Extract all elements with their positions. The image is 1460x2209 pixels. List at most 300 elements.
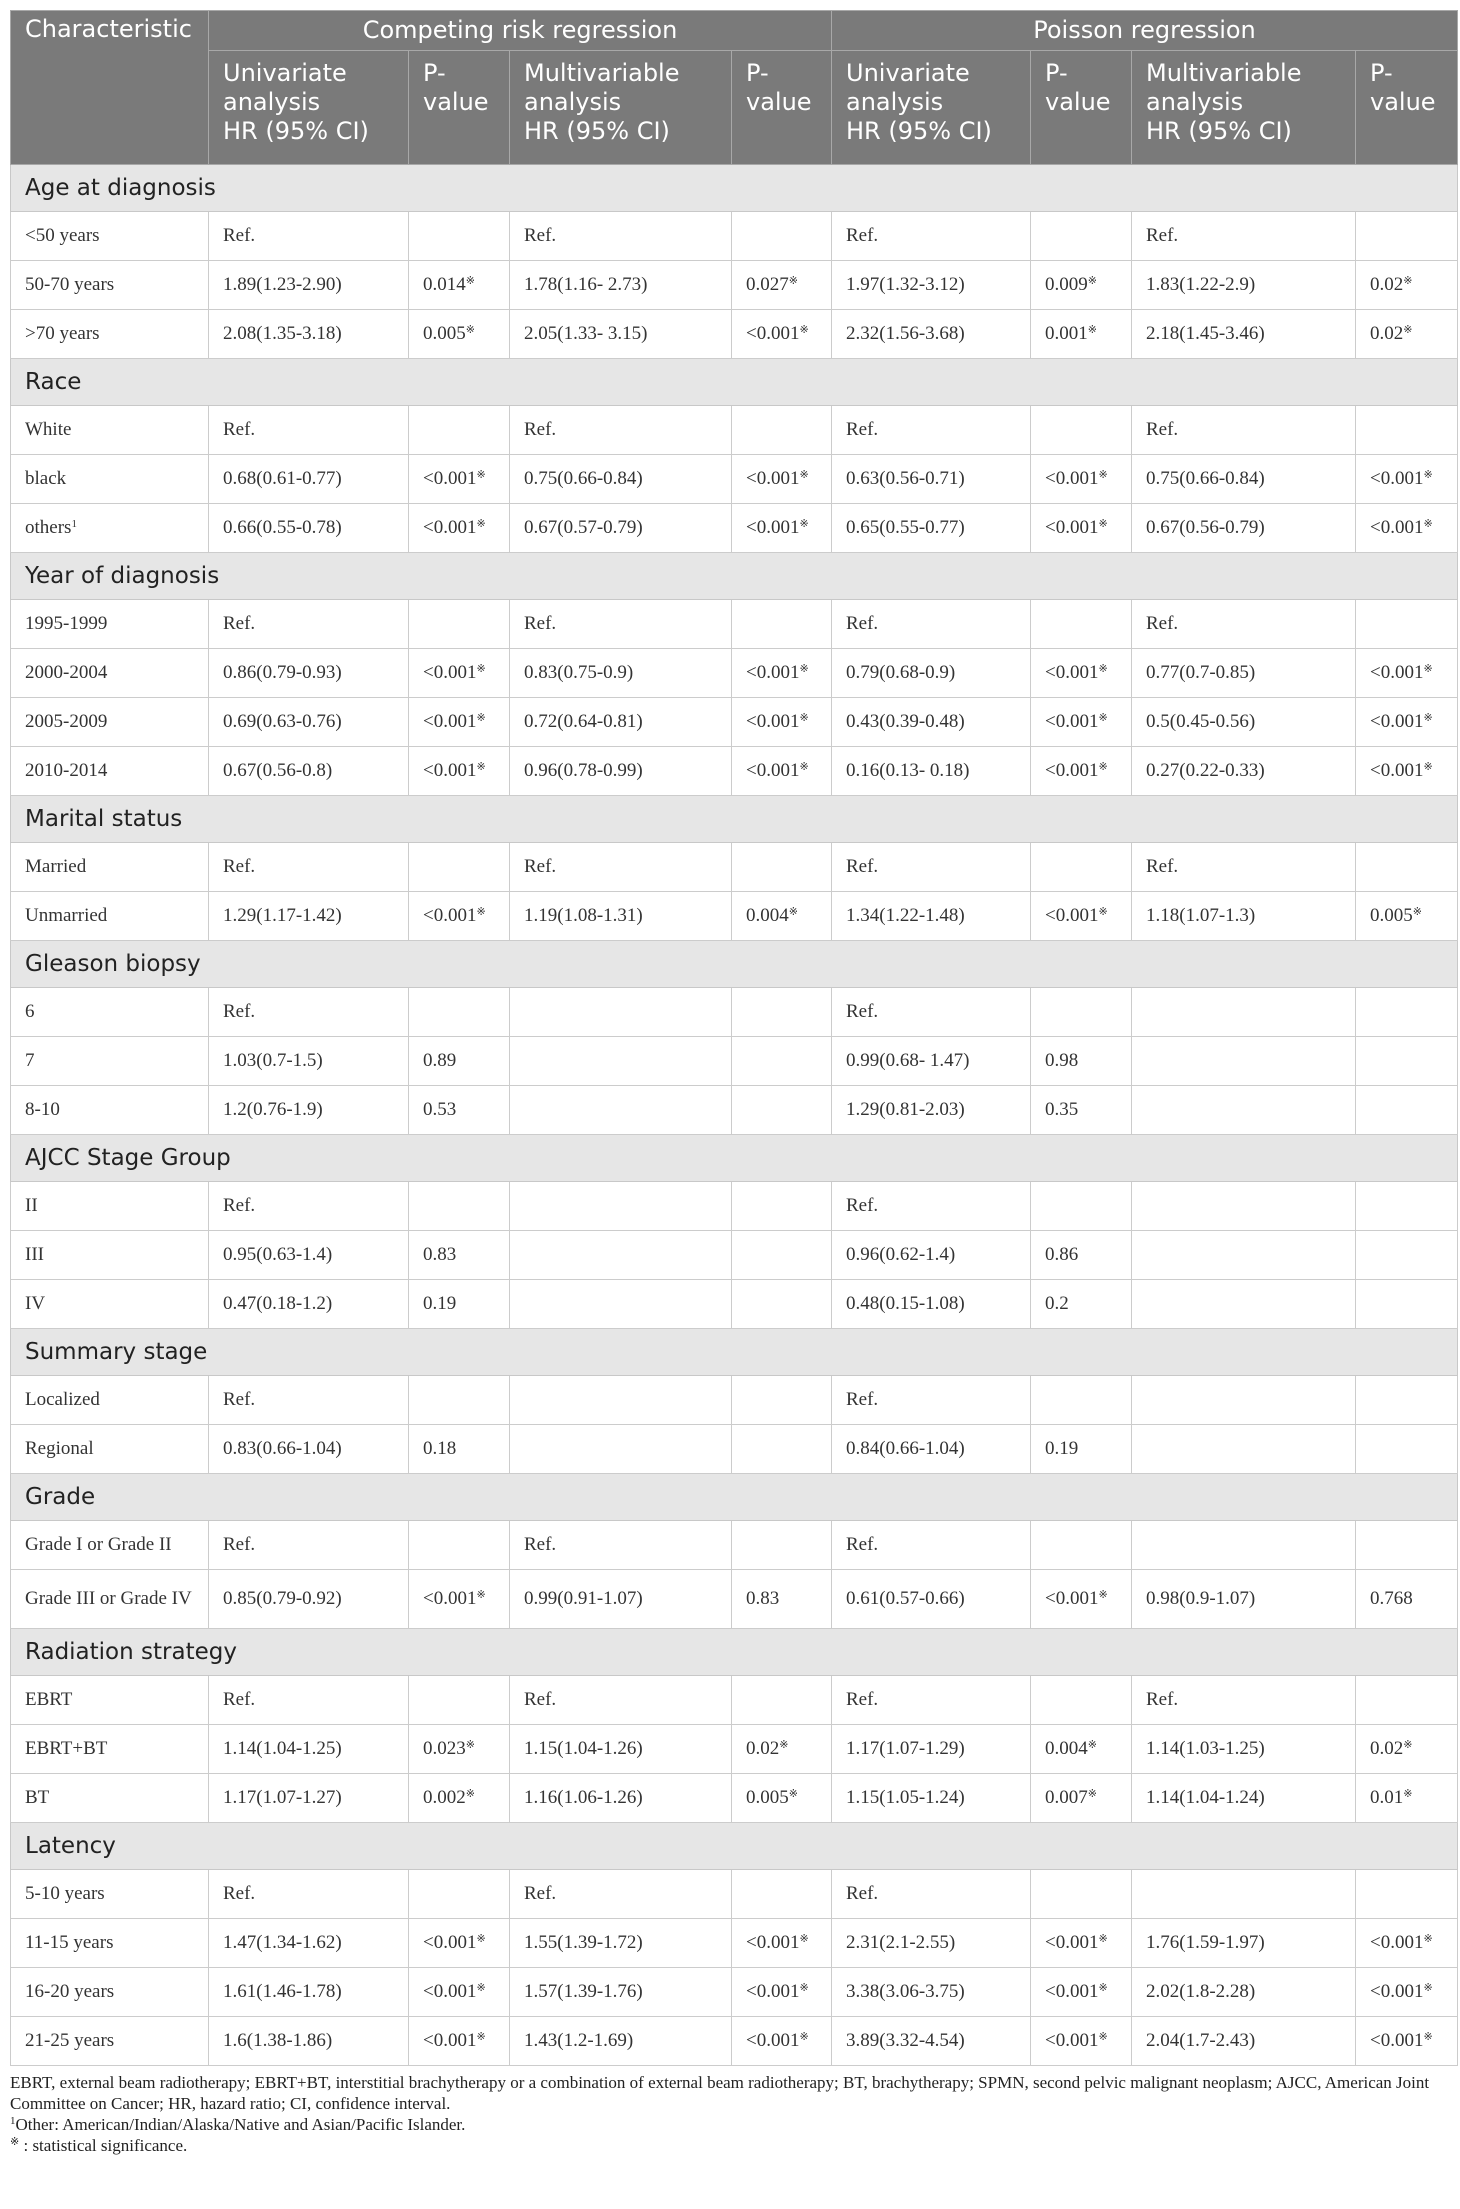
footnote-others <box>10 2114 1457 2135</box>
hr-cell <box>1132 649 1356 698</box>
cell-value: Ref. <box>524 225 557 246</box>
p-value-cell <box>409 455 510 504</box>
hr-cell <box>510 2017 732 2066</box>
subheader-7 <box>1356 51 1458 165</box>
hr-cell <box>1132 843 1356 892</box>
p-value-cell <box>1356 1570 1458 1629</box>
cell-value: Ref. <box>223 419 256 440</box>
cell-value: 1.6(1.38-1.86) <box>223 2030 333 2051</box>
hr-cell <box>510 698 732 747</box>
significance-marker: ※ <box>476 663 486 675</box>
p-value-cell <box>732 455 832 504</box>
hr-cell <box>209 212 409 261</box>
significance-marker: ※ <box>1098 663 1108 675</box>
cell-value: <0.001 <box>1370 1932 1424 1953</box>
subheader-line: Univariate <box>223 59 347 87</box>
significance-marker: ※ <box>1403 324 1413 336</box>
subheader-line: value <box>746 88 812 116</box>
hr-cell <box>832 1774 1031 1823</box>
cell-value: 0.43(0.39-0.48) <box>846 711 965 732</box>
significance-marker: ※ <box>476 906 486 918</box>
hr-cell <box>510 1774 732 1823</box>
p-value-cell <box>732 1231 832 1280</box>
significance-marker: ※ <box>1098 469 1108 481</box>
cell-value: 0.014 <box>423 274 466 295</box>
subheader-line: HR (95% CI) <box>846 117 992 145</box>
cell-value: Ref. <box>524 613 557 634</box>
p-value-cell <box>1031 406 1132 455</box>
p-value-cell <box>409 504 510 553</box>
significance-marker: ※ <box>1403 275 1413 287</box>
subheader-line: HR (95% CI) <box>1146 117 1292 145</box>
cell-value: 1.15(1.04-1.26) <box>524 1738 643 1759</box>
table-row <box>11 1280 1458 1329</box>
p-value-cell <box>409 2017 510 2066</box>
hr-cell <box>832 261 1031 310</box>
significance-marker: ※ <box>1423 518 1433 530</box>
footnote-abbreviations: EBRT, external beam radiotherapy; EBRT+BT, interstitial brachytherapy or a combination of external beam radiotherapy; BT, brachytherapy; SPMN, second pelvic malignant neoplasm; AJCC, American Joint Committee on Cancer; HR, hazard ratio; CI, confidence interval. <box>10 2073 1430 2113</box>
hr-cell <box>1132 1376 1356 1425</box>
category-row <box>11 1135 1458 1182</box>
cell-value: Ref. <box>223 1001 256 1022</box>
table-header <box>11 11 1458 165</box>
significance-marker: ※ <box>799 469 809 481</box>
p-value-cell <box>1356 406 1458 455</box>
cell-value: <0.001 <box>423 468 477 489</box>
significance-marker: ※ <box>1098 1933 1108 1945</box>
hr-cell <box>510 1676 732 1725</box>
hr-cell <box>832 843 1031 892</box>
category-row <box>11 1329 1458 1376</box>
hr-cell <box>510 843 732 892</box>
hr-cell <box>1132 1037 1356 1086</box>
cell-value: 0.75(0.66-0.84) <box>1146 468 1265 489</box>
cell-value: 0.02 <box>746 1738 780 1759</box>
regression-table <box>10 10 1458 2066</box>
row-label <box>11 1676 209 1725</box>
cell-value: <0.001 <box>1370 517 1424 538</box>
p-value-cell <box>732 1919 832 1968</box>
hr-cell <box>1132 1231 1356 1280</box>
p-value-cell <box>1031 261 1132 310</box>
category-row <box>11 941 1458 988</box>
p-value-cell <box>409 1086 510 1135</box>
hr-cell <box>1132 2017 1356 2066</box>
cell-value: <0.001 <box>423 662 477 683</box>
table-row <box>11 1774 1458 1823</box>
table-row <box>11 406 1458 455</box>
p-value-cell <box>409 1968 510 2017</box>
p-value-cell <box>1031 1774 1132 1823</box>
p-value-cell <box>732 406 832 455</box>
cell-value: <0.001 <box>1370 760 1424 781</box>
hr-cell <box>832 1968 1031 2017</box>
hr-cell <box>832 600 1031 649</box>
hr-cell <box>209 2017 409 2066</box>
cell-value: <0.001 <box>746 1932 800 1953</box>
subheader-line: P- <box>423 59 446 87</box>
footnote-significance-text: : statistical significance. <box>19 2136 188 2155</box>
cell-value: 0.005 <box>1370 905 1413 926</box>
p-value-cell <box>732 698 832 747</box>
subheader-line: analysis <box>223 88 321 116</box>
p-value-cell <box>1356 1725 1458 1774</box>
row-label <box>11 1919 209 1968</box>
p-value-cell <box>1356 988 1458 1037</box>
p-value-cell <box>1031 1231 1132 1280</box>
category-row <box>11 165 1458 212</box>
p-value-cell <box>1356 747 1458 796</box>
cell-value: <0.001 <box>1045 711 1099 732</box>
p-value-cell <box>409 698 510 747</box>
significance-marker: ※ <box>476 2031 486 2043</box>
hr-cell <box>209 1280 409 1329</box>
p-value-cell <box>1356 1182 1458 1231</box>
hr-cell <box>832 1521 1031 1570</box>
hr-cell <box>832 1870 1031 1919</box>
table-row <box>11 261 1458 310</box>
cell-value: 0.77(0.7-0.85) <box>1146 662 1256 683</box>
significance-marker: ※ <box>1087 324 1097 336</box>
cell-value: <0.001 <box>746 323 800 344</box>
subheader-3 <box>732 51 832 165</box>
hr-cell <box>209 504 409 553</box>
subheader-line: P- <box>746 59 769 87</box>
subheader-line: value <box>423 88 489 116</box>
table-row <box>11 649 1458 698</box>
cell-value: 0.95(0.63-1.4) <box>223 1244 333 1265</box>
hr-cell <box>1132 698 1356 747</box>
row-label-text: 7 <box>25 1050 35 1071</box>
hr-cell <box>1132 1968 1356 2017</box>
cell-value: 1.97(1.32-3.12) <box>846 274 965 295</box>
hr-cell <box>510 649 732 698</box>
subheader-line: Multivariable <box>1146 59 1302 87</box>
hr-cell <box>510 455 732 504</box>
cell-value: 0.67(0.56-0.79) <box>1146 517 1265 538</box>
hr-cell <box>510 747 732 796</box>
p-value-cell <box>732 1376 832 1425</box>
category-row <box>11 796 1458 843</box>
cell-value: 0.99(0.91-1.07) <box>524 1588 643 1609</box>
hr-cell <box>209 698 409 747</box>
hr-cell <box>510 1919 732 1968</box>
cell-value: <0.001 <box>1045 905 1099 926</box>
row-label-text: Married <box>25 856 87 877</box>
subheader-5 <box>1031 51 1132 165</box>
cell-value: 0.83 <box>423 1244 457 1265</box>
p-value-cell <box>1356 1037 1458 1086</box>
hr-cell <box>1132 1521 1356 1570</box>
p-value-cell <box>1031 1725 1132 1774</box>
subheader-line: HR (95% CI) <box>524 117 670 145</box>
table-row <box>11 1086 1458 1135</box>
hr-cell <box>1132 261 1356 310</box>
cell-value: 0.53 <box>423 1099 457 1120</box>
cell-value: 0.96(0.62-1.4) <box>846 1244 956 1265</box>
p-value-cell <box>1031 1280 1132 1329</box>
hr-cell <box>510 261 732 310</box>
row-label-text: Regional <box>25 1438 94 1459</box>
p-value-cell <box>732 843 832 892</box>
significance-marker: ※ <box>1423 1933 1433 1945</box>
cell-value: 2.04(1.7-2.43) <box>1146 2030 1256 2051</box>
p-value-cell <box>1031 1425 1132 1474</box>
footnote-others-text: Other: American/Indian/Alaska/Native and Asian/Pacific Islander. <box>15 2115 466 2134</box>
p-value-cell <box>1356 1231 1458 1280</box>
cell-value: 0.004 <box>1045 1738 1088 1759</box>
row-label-text: black <box>25 468 67 489</box>
cell-value: 2.08(1.35-3.18) <box>223 323 342 344</box>
significance-marker: ※ <box>1423 1982 1433 1994</box>
cell-value: Ref. <box>846 1689 879 1710</box>
hr-cell <box>510 600 732 649</box>
p-value-cell <box>1031 698 1132 747</box>
p-value-cell <box>1031 600 1132 649</box>
cell-value: 0.02 <box>1370 323 1404 344</box>
significance-marker: ※ <box>788 906 798 918</box>
hr-cell <box>832 2017 1031 2066</box>
cell-value: 0.02 <box>1370 1738 1404 1759</box>
header-poisson: Poisson regression <box>832 11 1458 51</box>
cell-value: 0.83(0.75-0.9) <box>524 662 634 683</box>
significance-marker: ※ <box>476 518 486 530</box>
row-label <box>11 1870 209 1919</box>
cell-value: <0.001 <box>1370 711 1424 732</box>
row-label-text: 11-15 years <box>25 1932 114 1953</box>
table-row <box>11 747 1458 796</box>
p-value-cell <box>1356 1425 1458 1474</box>
significance-marker: ※ <box>788 1788 798 1800</box>
cell-value: Ref. <box>524 1883 557 1904</box>
p-value-cell <box>1031 649 1132 698</box>
hr-cell <box>832 988 1031 1037</box>
table-row <box>11 212 1458 261</box>
row-label-text: 2000-2004 <box>25 662 108 683</box>
cell-value: 0.007 <box>1045 1787 1088 1808</box>
cell-value: Ref. <box>223 225 256 246</box>
hr-cell <box>510 1521 732 1570</box>
hr-cell <box>209 988 409 1037</box>
hr-cell <box>209 406 409 455</box>
cell-value: 0.83 <box>746 1588 780 1609</box>
cell-value: 0.768 <box>1370 1588 1413 1609</box>
significance-marker: ※ <box>1423 663 1433 675</box>
significance-marker: ※ <box>1098 761 1108 773</box>
row-label <box>11 1280 209 1329</box>
significance-marker: ※ <box>1087 1739 1097 1751</box>
hr-cell <box>832 212 1031 261</box>
cell-value: 0.98(0.9-1.07) <box>1146 1588 1256 1609</box>
cell-value: 0.84(0.66-1.04) <box>846 1438 965 1459</box>
row-label <box>11 455 209 504</box>
cell-value: <0.001 <box>423 1588 477 1609</box>
subheader-2 <box>510 51 732 165</box>
hr-cell <box>510 406 732 455</box>
cell-value: <0.001 <box>746 662 800 683</box>
cell-value: 1.14(1.03-1.25) <box>1146 1738 1265 1759</box>
cell-value: 0.61(0.57-0.66) <box>846 1588 965 1609</box>
hr-cell <box>1132 1676 1356 1725</box>
hr-cell <box>510 1086 732 1135</box>
hr-cell <box>209 1425 409 1474</box>
hr-cell <box>209 892 409 941</box>
row-label-text: 8-10 <box>25 1099 60 1120</box>
p-value-cell <box>1031 892 1132 941</box>
significance-marker: ※ <box>476 1589 486 1601</box>
significance-marker: ※ <box>10 2136 20 2148</box>
cell-value: 1.18(1.07-1.3) <box>1146 905 1256 926</box>
row-label-text: Grade III or Grade IV <box>25 1588 192 1609</box>
cell-value: Ref. <box>846 225 879 246</box>
p-value-cell <box>732 261 832 310</box>
significance-marker: ※ <box>476 1933 486 1945</box>
p-value-cell <box>409 1919 510 1968</box>
footnote-marker: 1 <box>10 2115 16 2127</box>
p-value-cell <box>1356 1968 1458 2017</box>
p-value-cell <box>1031 1037 1132 1086</box>
significance-marker: ※ <box>1098 906 1108 918</box>
subheader-1 <box>409 51 510 165</box>
cell-value: 1.76(1.59-1.97) <box>1146 1932 1265 1953</box>
hr-cell <box>510 1870 732 1919</box>
p-value-cell <box>732 1774 832 1823</box>
cell-value: 1.29(0.81-2.03) <box>846 1099 965 1120</box>
significance-marker: ※ <box>799 663 809 675</box>
p-value-cell <box>732 310 832 359</box>
cell-value: <0.001 <box>746 2030 800 2051</box>
p-value-cell <box>732 1870 832 1919</box>
hr-cell <box>510 1231 732 1280</box>
cell-value: Ref. <box>223 1689 256 1710</box>
p-value-cell <box>1031 212 1132 261</box>
p-value-cell <box>409 1521 510 1570</box>
p-value-cell <box>1356 698 1458 747</box>
significance-marker: ※ <box>465 1739 475 1751</box>
category-row <box>11 1629 1458 1676</box>
p-value-cell <box>409 1570 510 1629</box>
p-value-cell <box>1356 455 1458 504</box>
hr-cell <box>832 1182 1031 1231</box>
cell-value: Ref. <box>1146 419 1179 440</box>
cell-value: Ref. <box>1146 856 1179 877</box>
p-value-cell <box>732 504 832 553</box>
hr-cell <box>209 1676 409 1725</box>
cell-value: Ref. <box>223 856 256 877</box>
p-value-cell <box>1356 1919 1458 1968</box>
p-value-cell <box>732 1182 832 1231</box>
hr-cell <box>1132 600 1356 649</box>
cell-value: 1.47(1.34-1.62) <box>223 1932 342 1953</box>
category-title: Latency <box>11 1823 1458 1870</box>
cell-value: 0.63(0.56-0.71) <box>846 468 965 489</box>
category-title: Marital status <box>11 796 1458 843</box>
cell-value: <0.001 <box>1045 1588 1099 1609</box>
p-value-cell <box>1356 1774 1458 1823</box>
table-row <box>11 1676 1458 1725</box>
hr-cell <box>1132 988 1356 1037</box>
cell-value: Ref. <box>1146 225 1179 246</box>
subheader-line: analysis <box>524 88 622 116</box>
hr-cell <box>1132 892 1356 941</box>
cell-value: Ref. <box>223 1389 256 1410</box>
row-label-text: 2005-2009 <box>25 711 108 732</box>
p-value-cell <box>409 261 510 310</box>
significance-marker: ※ <box>788 275 798 287</box>
cell-value: 0.19 <box>1045 1438 1079 1459</box>
p-value-cell <box>1356 1280 1458 1329</box>
row-label-text: III <box>25 1244 44 1265</box>
cell-value: <0.001 <box>746 1981 800 2002</box>
hr-cell <box>209 1774 409 1823</box>
significance-marker: ※ <box>799 2031 809 2043</box>
table-row <box>11 1870 1458 1919</box>
row-label <box>11 1521 209 1570</box>
cell-value: 2.02(1.8-2.28) <box>1146 1981 1256 2002</box>
cell-value: 0.002 <box>423 1787 466 1808</box>
cell-value: <0.001 <box>746 711 800 732</box>
cell-value: 0.79(0.68-0.9) <box>846 662 956 683</box>
row-label <box>11 1425 209 1474</box>
header-competing-risk: Competing risk regression <box>209 11 832 51</box>
hr-cell <box>209 1570 409 1629</box>
row-label <box>11 747 209 796</box>
cell-value: 0.67(0.56-0.8) <box>223 760 333 781</box>
p-value-cell <box>1356 892 1458 941</box>
cell-value: 0.66(0.55-0.78) <box>223 517 342 538</box>
p-value-cell <box>409 1425 510 1474</box>
row-label <box>11 2017 209 2066</box>
significance-marker: ※ <box>1403 1788 1413 1800</box>
p-value-cell <box>1356 600 1458 649</box>
significance-marker: ※ <box>476 1982 486 1994</box>
cell-value: 0.027 <box>746 274 789 295</box>
cell-value: Ref. <box>223 1883 256 1904</box>
hr-cell <box>209 1919 409 1968</box>
p-value-cell <box>732 600 832 649</box>
hr-cell <box>1132 1725 1356 1774</box>
significance-marker: ※ <box>1403 1739 1413 1751</box>
category-row <box>11 1474 1458 1521</box>
significance-marker: ※ <box>476 469 486 481</box>
header-characteristic: Characteristic <box>11 11 209 165</box>
cell-value: <0.001 <box>1045 468 1099 489</box>
footnotes <box>10 2066 1457 2156</box>
p-value-cell <box>1356 649 1458 698</box>
hr-cell <box>510 988 732 1037</box>
significance-marker: ※ <box>799 518 809 530</box>
cell-value: Ref. <box>524 1689 557 1710</box>
cell-value: Ref. <box>1146 1689 1179 1710</box>
cell-value: 3.89(3.32-4.54) <box>846 2030 965 2051</box>
p-value-cell <box>1031 747 1132 796</box>
cell-value: <0.001 <box>423 1932 477 1953</box>
hr-cell <box>209 455 409 504</box>
cell-value: 0.02 <box>1370 274 1404 295</box>
row-label-text: II <box>25 1195 38 1216</box>
p-value-cell <box>1031 1968 1132 2017</box>
cell-value: <0.001 <box>1045 1932 1099 1953</box>
hr-cell <box>209 649 409 698</box>
hr-cell <box>1132 1919 1356 1968</box>
cell-value: <0.001 <box>1370 468 1424 489</box>
hr-cell <box>1132 1280 1356 1329</box>
table-row <box>11 1919 1458 1968</box>
subheader-line: value <box>1045 88 1111 116</box>
cell-value: 1.55(1.39-1.72) <box>524 1932 643 1953</box>
p-value-cell <box>1031 455 1132 504</box>
subheader-line: Multivariable <box>524 59 680 87</box>
